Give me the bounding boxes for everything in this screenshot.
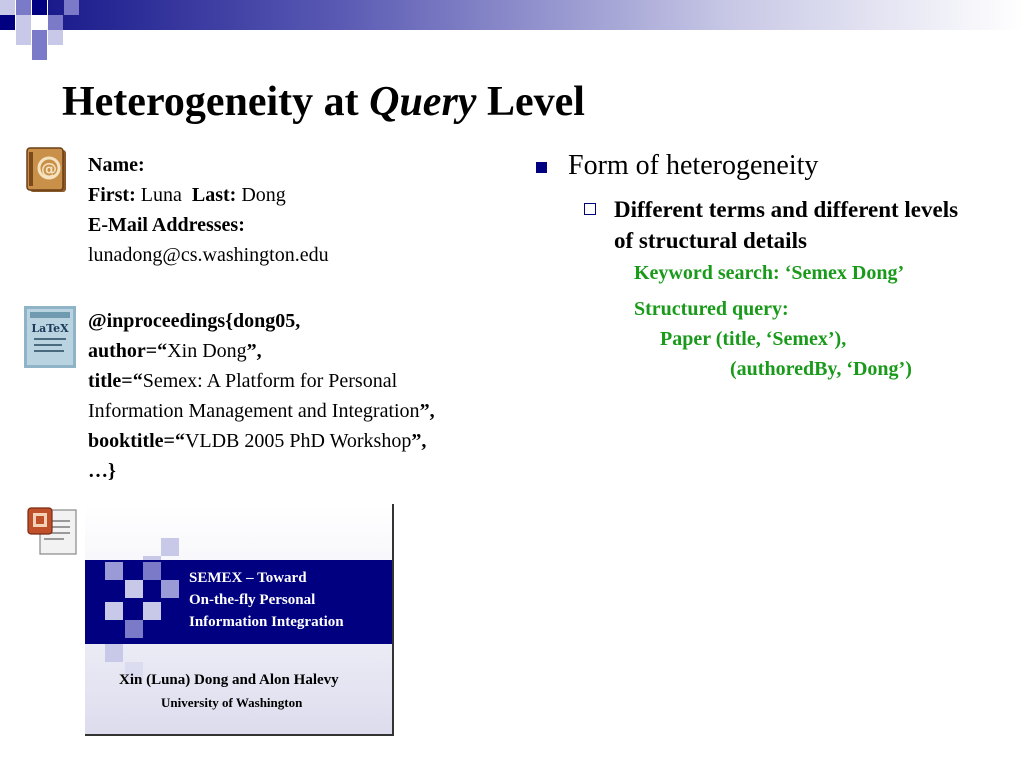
- powerpoint-file-icon: [26, 506, 78, 556]
- contact-card: [88, 150, 329, 270]
- structured-query-label: Structured query:: [634, 298, 789, 320]
- header-square: [16, 0, 31, 15]
- thumb-square: [125, 580, 143, 598]
- thumb-square: [143, 602, 161, 620]
- email-value: lunadong@cs.washington.edu: [88, 244, 329, 266]
- bibtex-line-closing: …}: [88, 460, 116, 482]
- header-square: [32, 0, 47, 15]
- header-gradient-bar: [48, 0, 1024, 30]
- thumb-square: [105, 644, 123, 662]
- bibtex-line-title-cont: Information Management and Integration”,: [88, 400, 435, 422]
- square-bullet-icon: [536, 162, 547, 173]
- header-square: [16, 30, 31, 45]
- address-book-icon: [24, 146, 70, 194]
- thumb-title-line-3: Information Integration: [189, 614, 344, 630]
- header-square: [16, 15, 31, 30]
- name-line: First: Luna Last: Dong: [88, 184, 286, 206]
- keyword-search-example: Keyword search: ‘Semex Dong’: [634, 262, 905, 284]
- header-square: [0, 15, 15, 30]
- thumb-square: [85, 580, 103, 598]
- presentation-thumbnail: [85, 504, 394, 736]
- bibtex-line-author: author=“Xin Dong”,: [88, 340, 262, 362]
- header-square: [0, 0, 15, 15]
- bibtex-entry: [88, 306, 435, 486]
- header-square: [64, 0, 79, 15]
- thumb-square: [125, 620, 143, 638]
- header-square: [32, 45, 47, 60]
- header-square: [48, 15, 63, 30]
- slide-title: Heterogeneity at Query Level: [62, 79, 585, 125]
- thumb-title-line-1: SEMEX – Toward: [189, 570, 307, 586]
- thumb-square: [105, 602, 123, 620]
- bibtex-line-booktitle: booktitle=“VLDB 2005 PhD Workshop”,: [88, 430, 427, 452]
- bibtex-line-key: @inproceedings{dong05,: [88, 310, 301, 332]
- header-square: [48, 30, 63, 45]
- svg-text:LaTeX: LaTeX: [31, 322, 69, 335]
- latex-book-icon: [24, 306, 76, 368]
- thumb-square: [161, 538, 179, 556]
- hollow-square-bullet-icon: [584, 203, 596, 215]
- name-label-line: Name:: [88, 154, 145, 176]
- structured-query-line-2: (authoredBy, ‘Dong’): [730, 358, 912, 380]
- svg-text:@: @: [41, 159, 57, 178]
- thumb-square: [105, 562, 123, 580]
- email-label-line: E-Mail Addresses:: [88, 214, 245, 236]
- thumb-square: [161, 580, 179, 598]
- structured-query-line-1: Paper (title, ‘Semex’),: [660, 328, 847, 350]
- header-square: [32, 30, 47, 45]
- thumb-authors: Xin (Luna) Dong and Alon Halevy: [119, 672, 339, 688]
- thumb-title-line-2: On-the-fly Personal: [189, 592, 316, 608]
- thumb-affiliation: University of Washington: [161, 695, 303, 710]
- thumb-square: [143, 562, 161, 580]
- bibtex-line-title: title=“Semex: A Platform for Personal: [88, 370, 398, 392]
